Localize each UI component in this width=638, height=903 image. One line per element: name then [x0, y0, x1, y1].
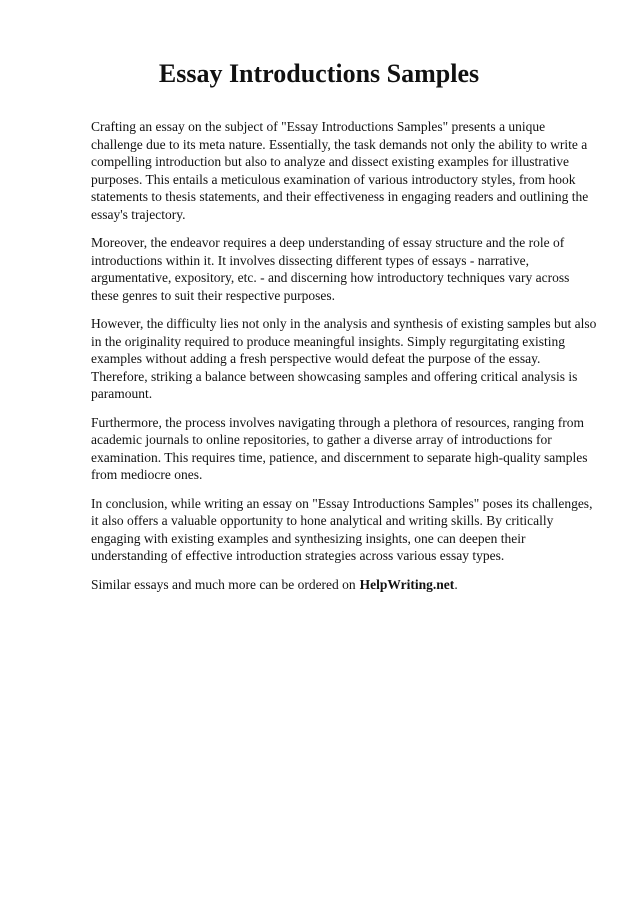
paragraph-5: In conclusion, while writing an essay on "Essay Introductions Samples" poses its challenges, it also offers a valuable opportunity to hone analytical and writing skills. By critically engaging with existing examples and synthesizing insights, one can deepen their understanding of effective introduction strategies across various essay types.	[91, 495, 593, 563]
page-title: Essay Introductions Samples	[158, 59, 480, 88]
paragraph-1: Crafting an essay on the subject of "Essay Introductions Samples" presents a unique challenge due to its meta nature. Essentially, the task demands not only the ability to write a compelling introduction but also to analyze and dissect existing examples for illustrative purposes. This entails a meticulous examination of various introductory styles, from hook statements to thesis statements, and their effectiveness in engaging readers and outlining the essay's trajectory.	[91, 119, 589, 222]
paragraph-3: However, the difficulty lies not only in the analysis and synthesis of existing samples but also in the originality required to produce meaningful insights. Simply regurgitating existing examples without adding a fresh perspective would defeat the purpose of the essay. Therefore, striking a balance between showcasing samples and offering critical analysis is paramount.	[91, 316, 597, 401]
footer-line	[91, 576, 597, 594]
paragraph-4: Furthermore, the process involves navigating through a plethora of resources, ranging from academic journals to online repositories, to gather a diverse array of introductions for examination. This requires time, patience, and discernment to separate high-quality samples from mediocre ones.	[91, 414, 588, 482]
paragraph-2: Moreover, the endeavor requires a deep understanding of essay structure and the role of introductions within it. It involves dissecting different types of essays - narrative, argumentative, expository, etc. - and discerning how introductory techniques vary across these genres to suit their respective purposes.	[91, 235, 570, 303]
footer-text: Similar essays and much more can be ordered on	[91, 576, 356, 592]
brand-link[interactable]: HelpWriting.net	[359, 576, 455, 592]
footer-period: .	[454, 576, 458, 592]
document-body	[91, 118, 597, 593]
